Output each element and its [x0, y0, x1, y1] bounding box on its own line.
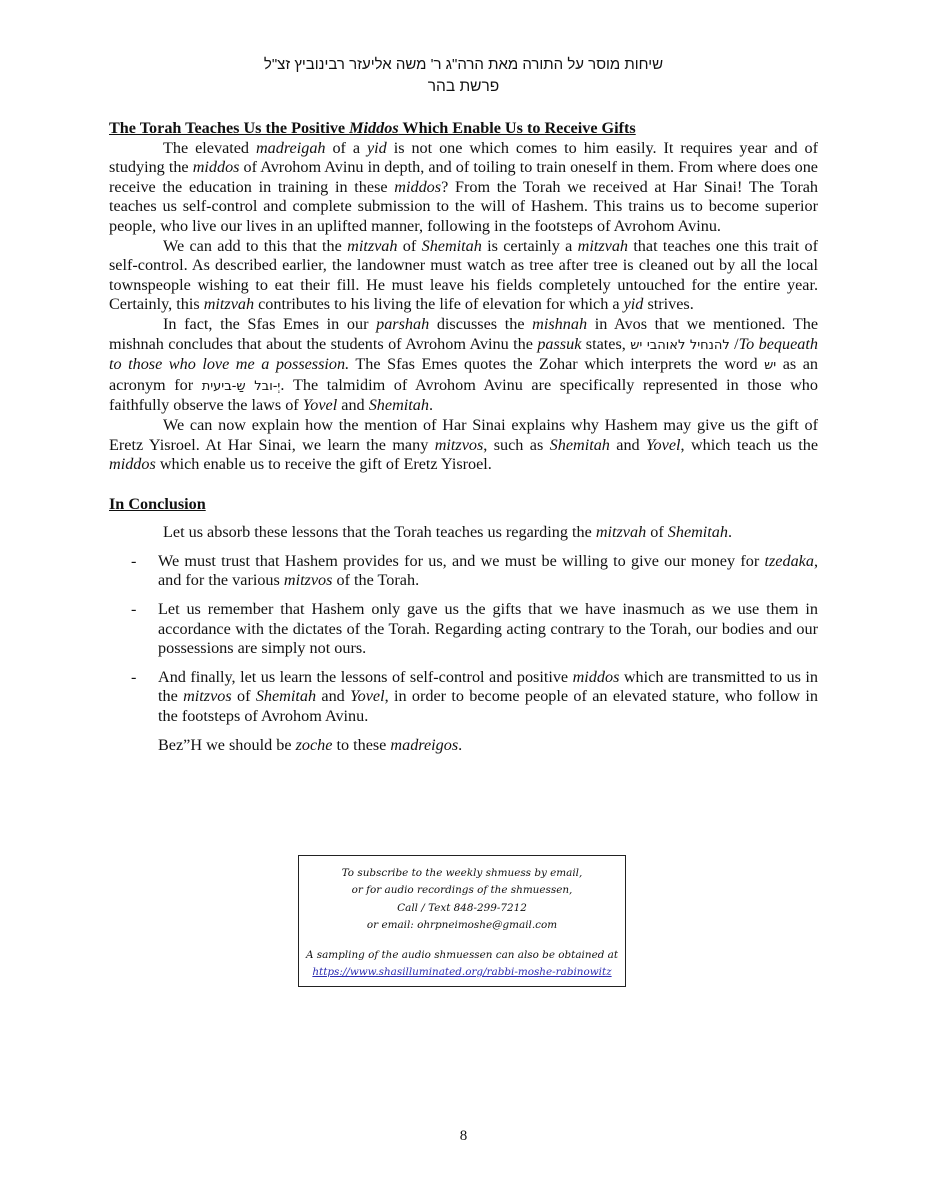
text-run: . — [458, 735, 463, 754]
italic-term: zoche — [295, 735, 333, 754]
italic-term: mitzvos — [183, 687, 232, 706]
bullet-marker: - — [131, 551, 137, 570]
italic-term: Yovel — [302, 396, 338, 415]
subscribe-phone: Call / Text 848-299-7212 — [397, 901, 527, 914]
text-run: and — [316, 687, 351, 706]
bullet-text — [158, 600, 818, 659]
text-run: We can now explain how the mention of Har Sinai explains why Hashem may give us the gift of Eretz Yisroel. At Har Sinai, we learn the many — [109, 415, 818, 454]
text-run: which enable us to receive the gift of Eretz Yisroel. — [155, 455, 492, 474]
text-run: We must trust that Hashem provides for us, and we must be willing to give our money for — [158, 551, 765, 570]
subscribe-box — [298, 855, 626, 987]
italic-term: middos — [394, 177, 442, 196]
text-run: states, — [581, 334, 631, 353]
italic-term: middos — [192, 158, 240, 177]
text-run: The elevated — [163, 138, 256, 157]
audio-link[interactable]: https://www.shasilluminated.org/rabbi-moshe-rabinowitz — [312, 966, 612, 979]
text-run: in Avos that we mentioned. The mishnah concludes that about the students of Avrohom Avinu the — [109, 314, 819, 353]
text-run: Bez”H we should be — [158, 735, 296, 754]
closing-line — [109, 736, 818, 756]
header-title-hebrew: שיחות מוסר על התורה מאת הרה"ג ר' משה אליעזר רבינוביץ זצ"ל — [263, 56, 664, 73]
bullet-marker: - — [131, 667, 137, 686]
text-run: of the Torah. — [332, 571, 420, 590]
text-run: Let us remember that Hashem only gave us the gifts that we have inasmuch as we use them in accordance with the dictates of the Torah. Regarding acting contrary to the Torah, our bodies and our possessions are simply not ours. — [158, 600, 818, 658]
conclusion-intro — [109, 523, 818, 543]
italic-term: Shemitah — [421, 236, 482, 255]
italic-term: mishnah — [532, 314, 588, 333]
hebrew-text: יְ-ובל שַ-ביעית — [201, 378, 281, 394]
text-run: Let us absorb these lessons that the Torah teaches us regarding the — [163, 523, 596, 542]
text-run: of Avrohom Avinu in depth, and of toiling to train oneself in them. From where does one receive the education in training in these — [109, 158, 818, 196]
italic-term: yid — [623, 295, 644, 314]
subscribe-line: To subscribe to the weekly shmuess by email, — [341, 867, 583, 879]
bullet-item — [109, 552, 818, 591]
text-run: And finally, let us learn the lessons of self-control and positive — [158, 667, 573, 686]
italic-term: Shemitah — [667, 523, 728, 542]
text-run: , such as — [483, 435, 550, 454]
text-run: In fact, the Sfas Emes in our — [163, 314, 377, 333]
bullet-marker: - — [131, 600, 137, 619]
paragraph — [109, 416, 818, 475]
text-run: We can add to this that the — [163, 236, 348, 255]
hebrew-text: יש — [764, 358, 777, 374]
italic-term: yid — [367, 138, 387, 157]
text-run: to these — [332, 735, 391, 754]
italic-term: To bequeath to those who love me a possession. — [109, 334, 818, 374]
italic-term: mitzvah — [347, 236, 398, 255]
text-run: contributes to his living the life of elevation for which a — [254, 295, 624, 314]
paragraph — [109, 139, 818, 237]
italic-term: middos — [572, 667, 620, 686]
italic-term: Shemitah — [255, 687, 317, 706]
italic-term: mitzvah — [595, 523, 647, 542]
italic-term: Shemitah — [368, 396, 429, 415]
text-run: is certainly a — [481, 236, 578, 255]
text-run: ? From the Torah we received at Har Sinai! The Torah teaches us self-control and complete submission to the will of Hashem. This trains us to become superior people, who live our lives in an uplifted manner, following in the footsteps of Avrohom Avinu. — [109, 177, 819, 235]
text-run: Which Enable Us to Receive Gifts — [398, 119, 636, 137]
italic-term: madreigos — [390, 735, 459, 754]
text-run: discusses the — [429, 314, 533, 333]
bullet-item — [109, 668, 818, 727]
text-run: / — [729, 334, 739, 353]
italic-term: mitzvos — [283, 571, 333, 590]
text-run: of — [646, 523, 668, 542]
header-parsha-hebrew: פרשת בהר — [427, 78, 500, 95]
section-heading — [109, 119, 818, 139]
bullet-item — [109, 600, 818, 659]
italic-term: Yovel — [646, 435, 681, 454]
text-run: strives. — [643, 295, 694, 314]
subscribe-line: or for audio recordings of the shmuessen, — [351, 884, 573, 897]
subscribe-email: or email: ohrpneimoshe@gmail.com — [366, 919, 558, 932]
text-run: , which teach us the — [680, 435, 819, 454]
text-run: which are transmitted to us in the — [158, 667, 818, 706]
hebrew-text: להנחיל לאוהבי יש — [630, 337, 730, 353]
italic-term: middos — [109, 455, 156, 474]
italic-term: tzedaka — [764, 551, 814, 570]
paragraph — [109, 315, 818, 416]
text-run: , and for the various — [158, 551, 818, 590]
text-run: is not one which comes to him easily. It requires year and of studying the — [109, 138, 818, 177]
text-run: as an acronym for — [109, 355, 819, 394]
text-run: The Sfas Emes quotes the Zohar which interprets the word — [349, 355, 765, 374]
text-run: and — [609, 435, 647, 454]
italic-term: mitzvah — [577, 236, 629, 255]
text-run: , in order to become people of an elevated stature, who follow in the footsteps of Avrohom Avinu. — [158, 687, 818, 726]
italic-term: parshah — [376, 314, 430, 333]
text-run: The Torah Teaches Us the Positive — [109, 119, 350, 137]
text-run: . — [728, 523, 733, 542]
italic-term: Shemitah — [549, 435, 610, 454]
page-number: 8 — [459, 1128, 468, 1144]
text-run: . The talmidim of Avrohom Avinu are specifically represented in those who faithfully observe the laws of — [109, 375, 818, 415]
text-run: and — [337, 396, 369, 415]
italic-term: Yovel — [350, 687, 385, 706]
text-run: of a — [325, 138, 367, 157]
document-body — [109, 119, 818, 755]
conclusion-heading: In Conclusion — [109, 494, 206, 513]
subscribe-line: A sampling of the audio shmuessen can also be obtained at — [305, 948, 619, 961]
text-run: of — [397, 236, 422, 255]
text-run: that teaches one this trait of self-control. As described earlier, the landowner must watch as tree after tree is cleaned out by all the local townspeople wishing to eat their fill. He must leave his fields completely untouched for the entire year. Certainly, this — [109, 236, 819, 314]
bullet-text — [158, 552, 818, 591]
italic-term: passuk — [537, 334, 582, 353]
bullet-text — [158, 668, 818, 727]
italic-term: mitzvah — [203, 295, 255, 314]
text-run: of — [231, 687, 256, 706]
italic-term: Middos — [349, 119, 399, 137]
italic-term: mitzvos — [434, 435, 484, 454]
italic-term: madreigah — [255, 138, 326, 157]
text-run: . — [428, 396, 433, 415]
paragraph — [109, 237, 818, 315]
